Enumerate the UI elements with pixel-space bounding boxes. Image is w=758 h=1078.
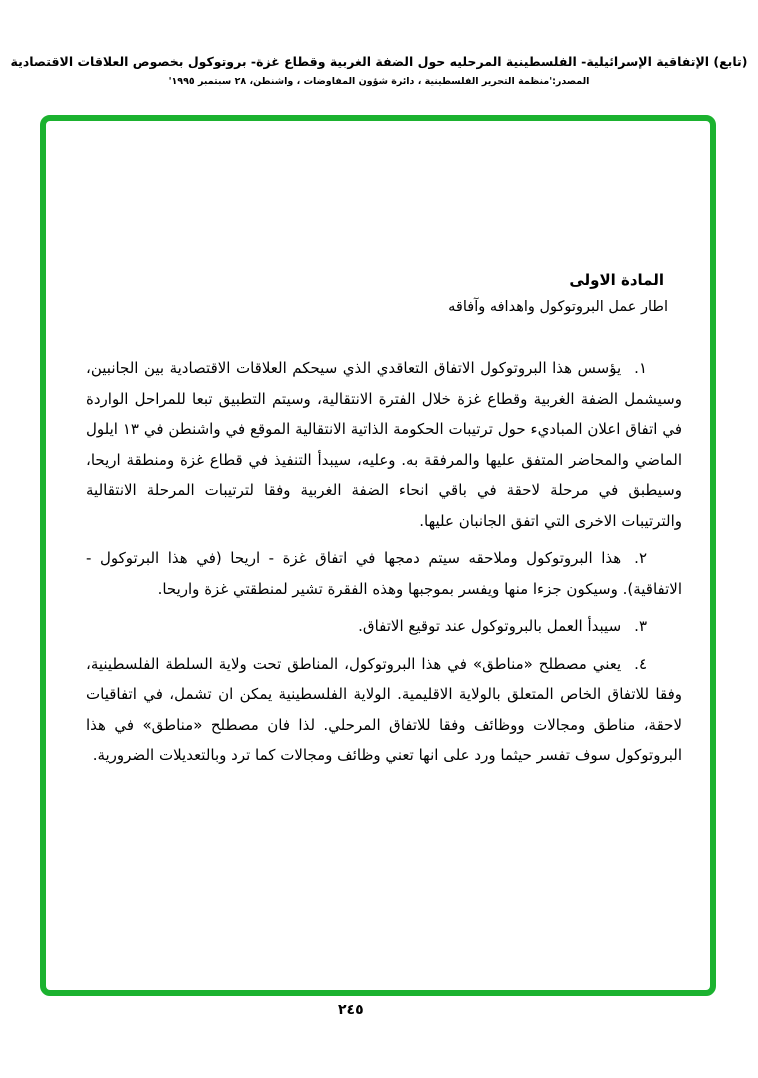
page-number: ٢٤٥ (338, 1002, 364, 1018)
clause-item-2 (86, 543, 682, 604)
clause-number: ٢. (634, 549, 647, 567)
clause-number: ١. (634, 359, 647, 377)
clause-number: ٤. (634, 654, 647, 673)
article-body (86, 271, 682, 778)
clause-item-3 (86, 611, 682, 642)
article-subheading: اطار عمل البروتوكول واهدافه وآفاقه (448, 299, 668, 315)
clause-text: يعني مصطلح «مناطق» في هذا البروتوكول، المناطق تحت ولاية السلطة الفلسطينية، وفقا للاتفاق الخاص المتعلق بالولاية الاقليمية. الولاية الفلسطينية يمكن ان تشمل، في اتفاقيات لاحقة، مناطق ومجالات ووظائف وفقا للاتفاق المرحلي. لذا فان مصطلح «مناطق» في هذا البروتوكول سوف تفسر حيثما ورد على انها تعني وظائف ومجالات كما ترد وبالتعديلات الضرورية. (86, 654, 682, 764)
article-heading: المادة الاولى (569, 271, 664, 289)
clause-text: يؤسس هذا البروتوكول الاتفاق التعاقدي الذي سيحكم العلاقات الاقتصادية بين الجانبين، وسيشمل الضفة الغربية وقطاع غزة خلال الفترة الانتقالية، وسيتم التطبيق تبعا للمراحل الواردة في اتفاق اعلان المباديء حول ترتيبات الحكومة الذاتية الانتقالية الموقع في واشنطن في ١٣ ايلول الماضي والمحاضر المتفق عليها والمرفقة به. وعليه، سيبدأ التنفيذ في قطاع غزة ومنطقة اريحا، وسيطبق في مرحلة لاحقة في باقي انحاء الضفة الغربية وفقا لترتيبات المرحلة الانتقالية والترتيبات الاخرى التي اتفق الجانبان عليها. (86, 359, 682, 530)
clause-text: سيبدأ العمل بالبروتوكول عند توقيع الاتفاق. (358, 617, 622, 635)
document-source-line: المصدر:'منظمة التحرير الفلسطينية ، دائرة شؤون المفاوضات ، واشنطن، ٢٨ سبتمبر ١٩٩٥' (168, 76, 590, 87)
clause-item-4 (86, 649, 682, 771)
clause-text: هذا البروتوكول وملاحقه سيتم دمجها في اتفاق غزة - اريحا (في هذا البرتوكول - الاتفاقية). وسيكون جزءا منها ويفسر بموجبها وهذه الفقرة تشير لمنطقتي غزة واريحا. (86, 549, 682, 598)
content-frame-border (40, 115, 716, 996)
document-header (0, 54, 758, 87)
document-title: (تابع) الإتفاقية الإسرائيلية- الفلسطينية المرحليه حول الضفة الغربية وقطاع غزة- بروتوكول بخصوص العلاقات الاقتصادية (10, 54, 748, 69)
clause-number: ٣. (634, 617, 647, 635)
clause-list (86, 353, 682, 771)
clause-item-1 (86, 353, 682, 536)
